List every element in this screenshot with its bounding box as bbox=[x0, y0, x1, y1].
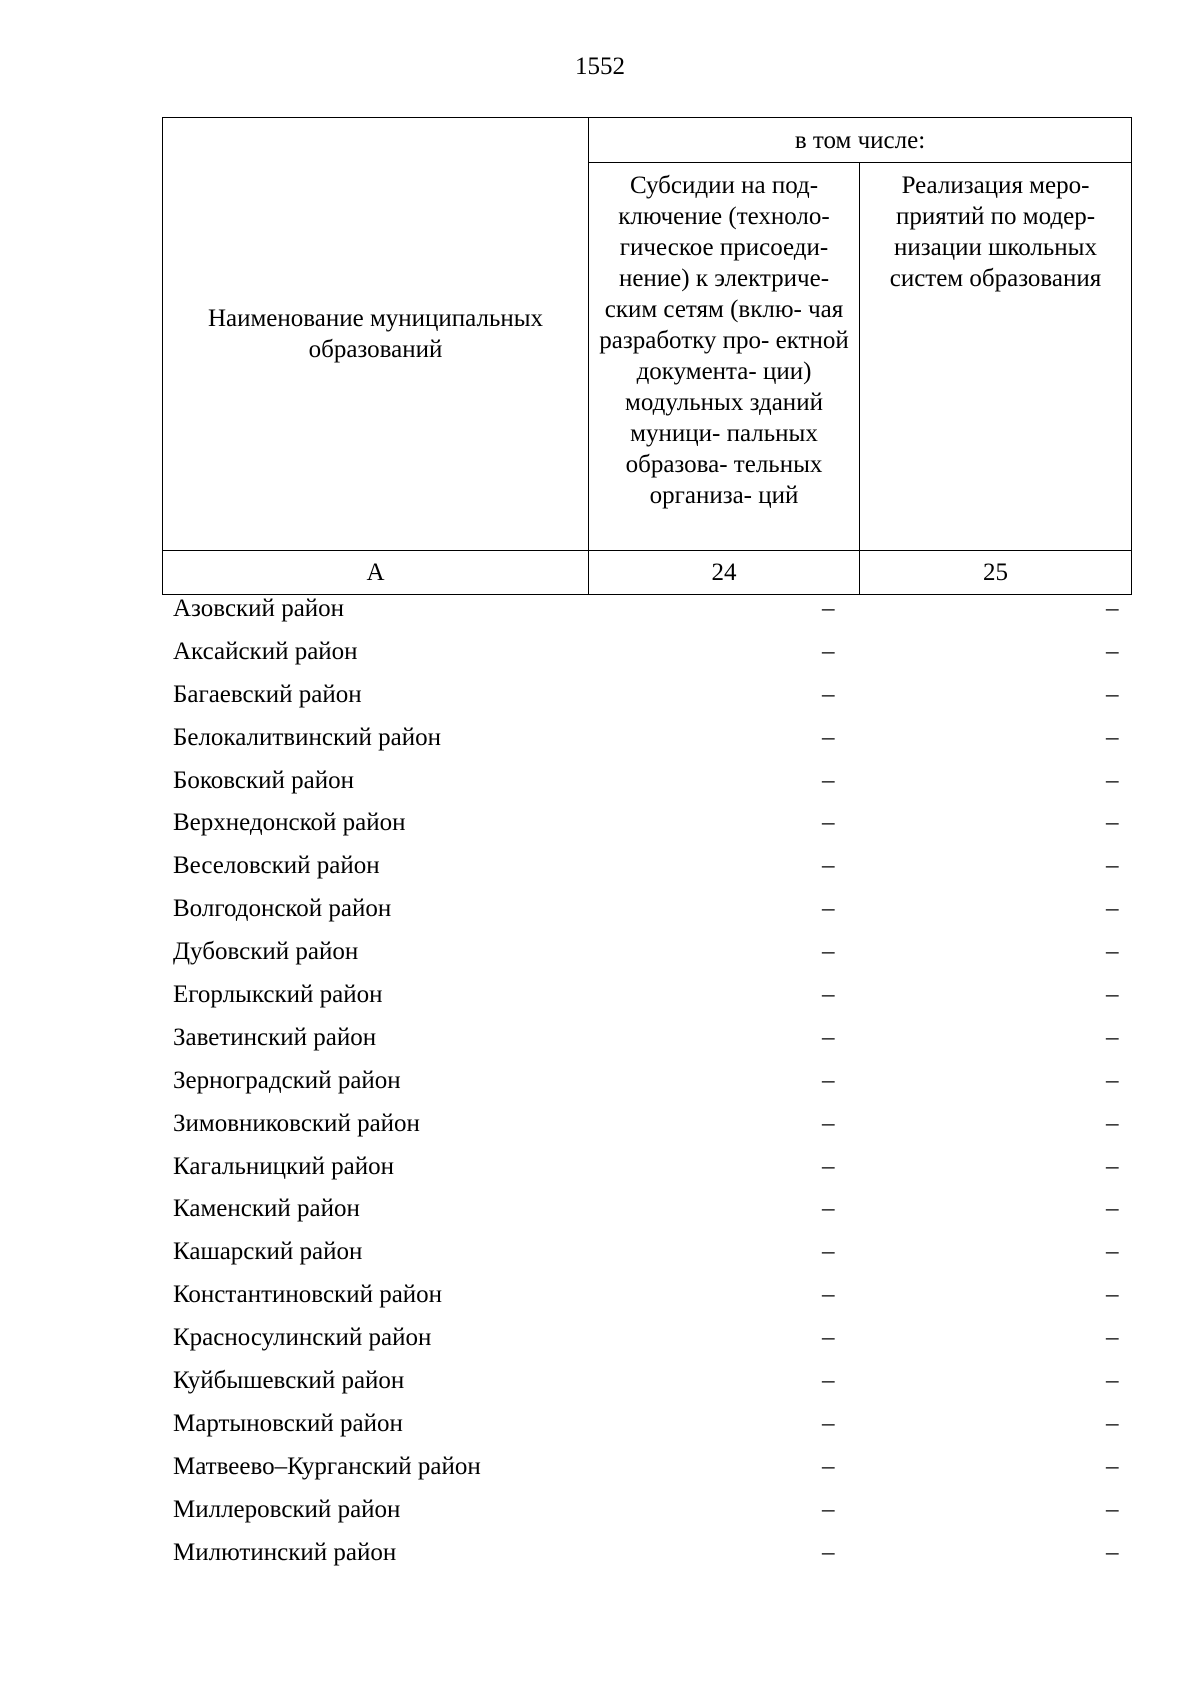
municipality-name: Заветинский район bbox=[173, 1023, 377, 1051]
table-row bbox=[162, 1231, 1131, 1274]
value-col-25: – bbox=[1106, 1152, 1119, 1180]
column-number-24: 24 bbox=[589, 551, 860, 595]
value-col-24: – bbox=[822, 1367, 835, 1395]
municipality-name: Куйбышевский район bbox=[173, 1367, 405, 1395]
municipality-name: Кашарский район bbox=[173, 1238, 363, 1266]
value-col-25: – bbox=[1106, 1495, 1119, 1523]
table-row bbox=[162, 1446, 1131, 1489]
value-col-24: – bbox=[822, 1324, 835, 1352]
municipality-name: Веселовский район bbox=[173, 852, 380, 880]
table-row bbox=[162, 1103, 1131, 1146]
table-row bbox=[162, 1403, 1131, 1446]
table-row bbox=[162, 888, 1131, 931]
value-col-25: – bbox=[1106, 1281, 1119, 1309]
municipality-name: Зерноградский район bbox=[173, 1066, 401, 1094]
municipality-name: Миллеровский район bbox=[173, 1495, 401, 1523]
value-col-24: – bbox=[822, 1109, 835, 1137]
table-row bbox=[162, 845, 1131, 888]
header-col-25: Реализация меро- приятий по модер- низации школьных систем образования bbox=[860, 163, 1132, 551]
table-row bbox=[162, 931, 1131, 974]
column-number-25: 25 bbox=[860, 551, 1132, 595]
value-col-25: – bbox=[1106, 895, 1119, 923]
table-row bbox=[162, 1146, 1131, 1189]
value-col-24: – bbox=[822, 1538, 835, 1566]
table-row bbox=[162, 1489, 1131, 1532]
value-col-25: – bbox=[1106, 595, 1119, 622]
value-col-25: – bbox=[1106, 1238, 1119, 1266]
value-col-25: – bbox=[1106, 981, 1119, 1009]
municipality-name: Дубовский район bbox=[173, 938, 359, 966]
value-col-24: – bbox=[822, 723, 835, 751]
value-col-24: – bbox=[822, 1023, 835, 1051]
value-col-24: – bbox=[822, 1238, 835, 1266]
table-row bbox=[162, 1188, 1131, 1231]
value-col-24: – bbox=[822, 1195, 835, 1223]
value-col-24: – bbox=[822, 809, 835, 837]
value-col-25: – bbox=[1106, 1066, 1119, 1094]
value-col-24: – bbox=[822, 766, 835, 794]
value-col-25: – bbox=[1106, 1409, 1119, 1437]
table-body bbox=[162, 588, 1131, 1574]
value-col-25: – bbox=[1106, 637, 1119, 665]
table-row bbox=[162, 674, 1131, 717]
column-number-a: А bbox=[163, 551, 589, 595]
table-row bbox=[162, 974, 1131, 1017]
table-row bbox=[162, 1532, 1131, 1575]
municipality-name: Волгодонской район bbox=[173, 895, 392, 923]
value-col-24: – bbox=[822, 595, 835, 622]
table-row bbox=[162, 1060, 1131, 1103]
value-col-25: – bbox=[1106, 680, 1119, 708]
value-col-24: – bbox=[822, 895, 835, 923]
municipality-name: Егорлыкский район bbox=[173, 981, 383, 1009]
value-col-25: – bbox=[1106, 852, 1119, 880]
municipality-name: Красносулинский район bbox=[173, 1324, 432, 1352]
value-col-24: – bbox=[822, 1066, 835, 1094]
value-col-24: – bbox=[822, 1495, 835, 1523]
municipality-name: Боковский район bbox=[173, 766, 354, 794]
municipality-name: Константиновский район bbox=[173, 1281, 443, 1309]
value-col-24: – bbox=[822, 1152, 835, 1180]
municipality-name: Зимовниковский район bbox=[173, 1109, 420, 1137]
municipality-name: Азовский район bbox=[173, 595, 345, 622]
page-number: 1552 bbox=[575, 53, 625, 80]
value-col-24: – bbox=[822, 852, 835, 880]
value-col-25: – bbox=[1106, 1538, 1119, 1566]
municipality-name: Аксайский район bbox=[173, 637, 358, 665]
value-col-25: – bbox=[1106, 809, 1119, 837]
header-group-including: в том числе: bbox=[589, 118, 1132, 163]
table-row bbox=[162, 1317, 1131, 1360]
value-col-25: – bbox=[1106, 1367, 1119, 1395]
value-col-24: – bbox=[822, 1452, 835, 1480]
value-col-24: – bbox=[822, 637, 835, 665]
municipality-name: Багаевский район bbox=[173, 680, 362, 708]
table-row bbox=[162, 802, 1131, 845]
value-col-25: – bbox=[1106, 1324, 1119, 1352]
municipality-name: Белокалитвинский район bbox=[173, 723, 441, 751]
table-header bbox=[162, 117, 1132, 595]
municipality-name: Каменский район bbox=[173, 1195, 360, 1223]
municipality-name: Кагальницкий район bbox=[173, 1152, 395, 1180]
table-row bbox=[162, 588, 1131, 631]
value-col-24: – bbox=[822, 1281, 835, 1309]
header-col-24: Субсидии на под- ключение (техноло- гическое присоеди- нение) к электриче- ским сетям (вклю- чая разработку про- ектной документа- ции) модульных зданий муници- пальных образова- тельных организа- ций bbox=[589, 163, 860, 551]
table-row bbox=[162, 631, 1131, 674]
table-row bbox=[162, 1360, 1131, 1403]
table-row bbox=[162, 1017, 1131, 1060]
municipality-name: Мартыновский район bbox=[173, 1409, 403, 1437]
municipality-name: Верхнедонской район bbox=[173, 809, 406, 837]
table-row bbox=[162, 717, 1131, 760]
value-col-25: – bbox=[1106, 1109, 1119, 1137]
value-col-25: – bbox=[1106, 938, 1119, 966]
value-col-25: – bbox=[1106, 766, 1119, 794]
municipality-name: Милютинский район bbox=[173, 1538, 397, 1566]
table-row bbox=[162, 760, 1131, 803]
value-col-25: – bbox=[1106, 723, 1119, 751]
value-col-24: – bbox=[822, 680, 835, 708]
value-col-25: – bbox=[1106, 1023, 1119, 1051]
header-name-column: Наименование муниципальных образований bbox=[163, 118, 589, 551]
value-col-25: – bbox=[1106, 1452, 1119, 1480]
value-col-25: – bbox=[1106, 1195, 1119, 1223]
municipality-name: Матвеево–Курганский район bbox=[173, 1452, 481, 1480]
value-col-24: – bbox=[822, 1409, 835, 1437]
value-col-24: – bbox=[822, 938, 835, 966]
table-row bbox=[162, 1274, 1131, 1317]
value-col-24: – bbox=[822, 981, 835, 1009]
